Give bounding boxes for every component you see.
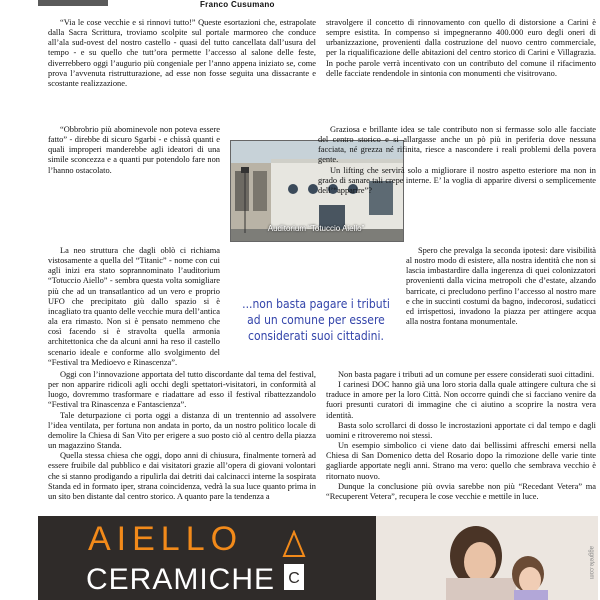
- brand-logo-top: AIELLO: [88, 520, 244, 558]
- article-col-right-mid: [318, 125, 596, 196]
- paragraph: Basta solo scrollarci di dosso le incrostazioni apportate ci dal tempo e dagli uomini e ritroveremo noi stessi.: [326, 420, 596, 440]
- article-col-right-lower: [406, 246, 596, 327]
- paragraph: Dunque la conclusione più ovvia sarebbe non più “Recedant Vetera” ma “Recuperent Vetera”, recupera le cose vecchie e mettile in luce.: [326, 481, 596, 501]
- paragraph: La neo struttura che dagli oblò ci richiama vistosamente a quella del “Titanic” - nome con cui agli inizi era stato soprannominato l’auditorium “Totuccio Aiello” - sembra questa volta somigliare più che ad un transatlantico ad un vero e proprio UFO che precipitato giù dallo spazio si è incagliato tra quanto delle vecchie mura dell’antica ala era rimasto. Non si è pensato nemmeno che così facendo si è stravolta quella armonia architettonica che da alcuni anni ha reso il castello scenario ideale e conforme allo svolgimento del “Festival tra Medioevo e Rinascenza”.: [48, 246, 220, 367]
- family-photo-illustration: [376, 516, 598, 600]
- article-col-left-mid: [48, 125, 220, 176]
- ad-photo: [376, 516, 598, 600]
- svg-text:C: C: [288, 570, 300, 587]
- article-col-right-top: [326, 18, 596, 79]
- paragraph: stravolgere il concetto di rinnovamento con quello di distorsione a Carini è sempre esistita. In compenso si impegneranno 400.000 euro degli oneri di urbanizzazione, provenienti dalla costruzione del nuovo centro commerciale, per la riqualificazione delle abitazioni del centro storico di Carini e Villagrazia. In poche parole verrà incentivato con un contributo del comune il rifacimento delle facciate rendendole in sintonia con monumenti che visitrovano.: [326, 18, 596, 78]
- advertisement-banner[interactable]: [38, 516, 598, 600]
- top-bar-accent: [38, 0, 108, 6]
- photo-caption: Auditorium “Totuccio Aiello”: [267, 224, 365, 233]
- paragraph: Un esempio simbolico ci viene dato dai bellissimi affreschi emersi nella Chiesa di San Domenico detta del Rosario dopo la rimozione delle varie tinte gagliarde apportate negli anni. Strano ma vero: quello che sembrava vecchio è ritornato nuovo.: [326, 441, 596, 481]
- paragraph: “Via le cose vecchie e si rinnovi tutto!” Queste esortazioni che, estrapolate dalla Sacra Scrittura, troviamo scolpite sul portale marmoreo che conduce all’ala sud-ovest del nostro castello - quasi del tutto cancellata dall’usura del tempo - e su quello che tutt’ora permette l’accesso al salone delle feste, diverrebbero oggi l’augurio più congeniale per l’anno appena iniziato se, come prova l’avvenuta ristrutturazione, ad esse non fosse seguita una dissacrante e scostante realizzazione.: [48, 18, 316, 88]
- paragraph: Spero che prevalga la seconda ipotesi: dare visibilità al nostro modo di esistere, alla nostra identità che non si lascia imbastardire dalla ingerenza di quei colonizzatori provenienti dalla vicina metropoli che d’estate, alzando barricate, ci precludono perfino l’accesso al nostro mare e che in succinti costumi da bagno, indecorosi, sudaticci ed irrispettosi, invadono la piazza per attingere acqua alla nostra fontana monumentale.: [406, 246, 596, 327]
- top-bar: [0, 0, 600, 8]
- paragraph: Tale deturpazione ci porta oggi a distanza di un trentennio ad assolvere l’idea ventilata, per fortuna non andata in porto, da un nostro politico locale di demolire la Chiesa di San Vito per erigere a suo posto ciò al centro della piazza un magazzino Standa.: [48, 410, 316, 451]
- paragraph: I carinesi DOC hanno già una loro storia dalla quale attingere cultura che si traduce in amore per la loro Città. Non occorre quindi che si facciano venire da fuori presunti curatori di immagine che ci aiutino a scoprire la nostra vera identità.: [326, 380, 596, 420]
- paragraph: “Obbrobrio più abominevole non poteva essere fatto” - direbbe di sicuro Sgarbi - e chissà quanti e quali improperi manderebbe agli ideatori di una simile sconcezza e a quanti pur potendolo fare non l’hanno ostacolato.: [48, 125, 220, 175]
- article-col-right-bottom: [326, 370, 596, 502]
- paragraph: Oggi con l’innovazione apportata del tutto discordante dal tema del festival, per non apparire ridicoli agli occhi degli spettatori-visitatori, in conformità al luogo, dovremmo trasformare e riadattare ad esso il festival ribattezzandolo “Festival tra Rinascenza e Fantascienza”.: [48, 370, 316, 410]
- brand-logo-bottom: CERAMICHE: [86, 563, 276, 596]
- paragraph: Quella stessa chiesa che oggi, dopo anni di chiusura, finalmente tornerà ad essere fruibile dal pubblico e dai visitatori grazie all’opera di giovani volontari che si stanno prodigando a ripulirla dai detriti dai calcinacci interne la sospirata Standa ed in formato iper, strana coincidenza, vedrà la sua luce quanto prima in un sito ben distante dal centro storico. A quanto pare la tendenza a: [48, 451, 316, 501]
- article-col-left-bottom: [48, 370, 316, 502]
- article-col-left-top: [48, 18, 316, 89]
- pull-quote: ...non basta pagare i tributi ad un comune per essere considerati suoi cittadini.: [242, 297, 390, 343]
- article-col-left-lower: [48, 246, 220, 368]
- ad-website: aggrefe.com: [588, 546, 594, 580]
- paragraph: Non basta pagare i tributi ad un comune per essere considerati suoi cittadini.: [338, 370, 595, 379]
- paragraph: Un lifting che servirà solo a migliorare il nostro aspetto esteriore ma non in grado di sanare tali crepe interne. E’ la voglia di apparire diversi o semplicemente dell’“apparire”?: [318, 165, 596, 195]
- paragraph: Graziosa e brillante idea se tale contributo non si fermasse solo alle facciate del centro storico e si allargasse anche un pò più in periferia dove nessuna facciata, né grezza né rifinita, riesce a nascondere i reali problemi della povera gente.: [318, 125, 596, 165]
- author-name: Franco Cusumano: [200, 0, 275, 9]
- brand-mark-icon: [282, 530, 306, 594]
